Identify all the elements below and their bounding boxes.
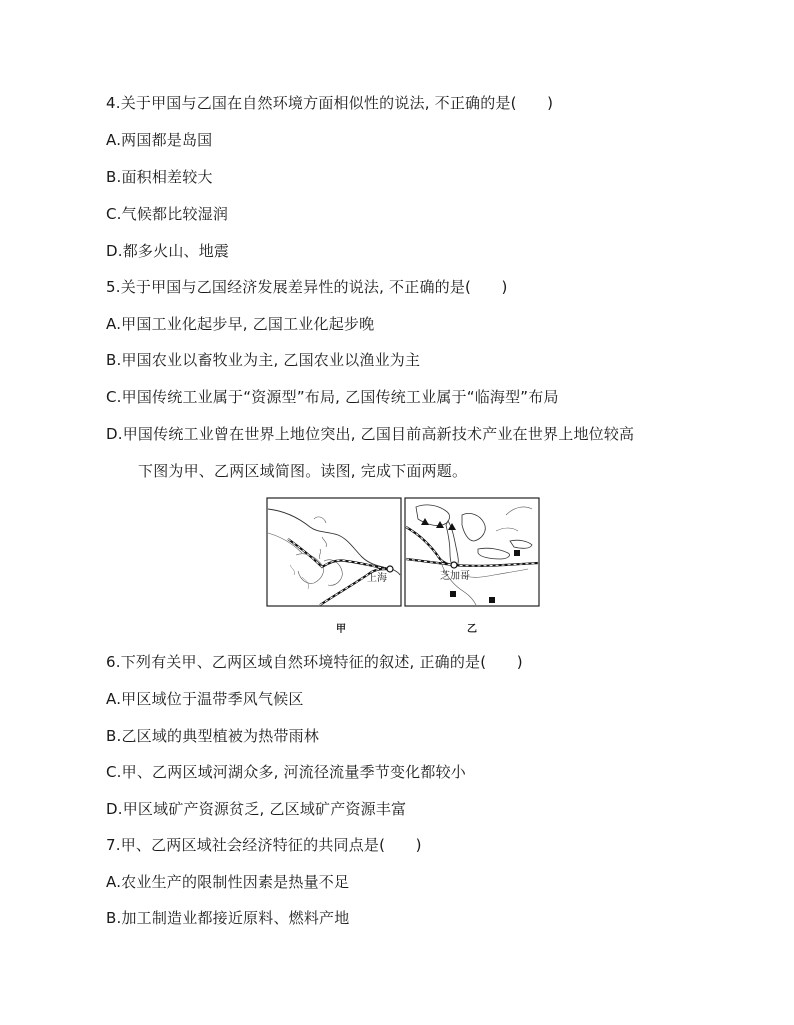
- square-icon: [489, 597, 495, 603]
- question-7-stem: 7.甲、乙两区域社会经济特征的共同点是( ): [106, 836, 422, 854]
- question-4-option-b: B.面积相差较大: [106, 168, 213, 186]
- question-5-option-a: A.甲国工业化起步早, 乙国工业化起步晚: [106, 315, 375, 333]
- question-5-stem: 5.关于甲国与乙国经济发展差异性的说法, 不正确的是( ): [106, 278, 508, 296]
- shanghai-marker: [387, 566, 393, 572]
- question-4-option-c: C.气候都比较湿润: [106, 205, 229, 223]
- map-jia: [267, 498, 401, 606]
- chicago-label: 芝加哥: [440, 571, 470, 582]
- question-5-option-c: C.甲国传统工业属于“资源型”布局, 乙国传统工业属于“临海型”布局: [106, 388, 559, 406]
- figure-intro: 下图为甲、乙两区域简图。读图, 完成下面两题。: [138, 462, 468, 480]
- map-yi: [405, 498, 539, 606]
- square-icon: [450, 591, 456, 597]
- map-yi-caption: 乙: [467, 624, 477, 635]
- question-5-option-d: D.甲国传统工业曾在世界上地位突出, 乙国目前高新技术产业在世界上地位较高: [106, 425, 635, 443]
- square-icon: [514, 550, 520, 556]
- chicago-marker: [451, 562, 457, 568]
- question-6-option-b: B.乙区域的典型植被为热带雨林: [106, 727, 320, 745]
- region-maps-figure: [266, 497, 540, 609]
- map-jia-caption: 甲: [336, 624, 346, 635]
- question-7-option-a: A.农业生产的限制性因素是热量不足: [106, 873, 350, 891]
- question-4-stem: 4.关于甲国与乙国在自然环境方面相似性的说法, 不正确的是( ): [106, 94, 554, 112]
- question-5-option-b: B.甲国农业以畜牧业为主, 乙国农业以渔业为主: [106, 351, 421, 369]
- question-4-option-a: A.两国都是岛国: [106, 131, 213, 149]
- question-6-option-d: D.甲区域矿产资源贫乏, 乙区域矿产资源丰富: [106, 800, 407, 818]
- question-4-option-d: D.都多火山、地震: [106, 242, 230, 260]
- question-7-option-b: B.加工制造业都接近原料、燃料产地: [106, 909, 350, 927]
- shanghai-label: 上海: [367, 573, 387, 584]
- question-6-option-a: A.甲区域位于温带季风气候区: [106, 690, 304, 708]
- question-6-stem: 6.下列有关甲、乙两区域自然环境特征的叙述, 正确的是( ): [106, 653, 523, 671]
- question-6-option-c: C.甲、乙两区域河湖众多, 河流径流量季节变化都较小: [106, 763, 466, 781]
